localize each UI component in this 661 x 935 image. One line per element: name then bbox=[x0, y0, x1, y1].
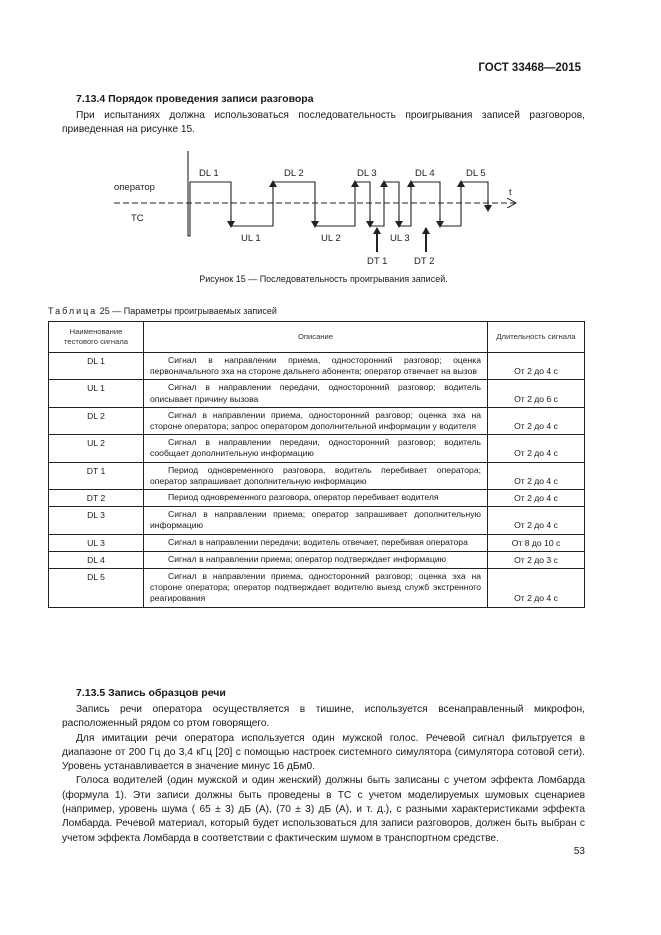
signal-waveform bbox=[188, 151, 488, 236]
section-2-body bbox=[62, 703, 585, 846]
section-2-paragraph: Запись речи оператора осуществляется в тишине, используется всенаправленный микрофон, расположенный рядом со ртом говорящего. bbox=[62, 704, 585, 730]
signal-duration-cell: От 2 до 6 с bbox=[488, 380, 585, 407]
signal-name-cell: DL 3 bbox=[49, 507, 144, 534]
table-row bbox=[49, 353, 585, 380]
signal-name-cell: UL 1 bbox=[49, 380, 144, 407]
signal-duration-cell: От 2 до 4 с bbox=[488, 462, 585, 489]
signal-name-cell: DT 2 bbox=[49, 490, 144, 507]
signal-description-cell: Сигнал в направлении передачи, односторонний разговор; водитель сообщает дополнительную информацию bbox=[144, 435, 488, 462]
dt1-label: DT 1 bbox=[367, 256, 388, 267]
signal-name-cell: DL 5 bbox=[49, 569, 144, 608]
dl4-label: DL 4 bbox=[415, 168, 435, 179]
column-header-description: Описание bbox=[144, 322, 488, 353]
signal-duration-cell: От 2 до 3 с bbox=[488, 551, 585, 568]
signal-duration-cell: От 2 до 4 с bbox=[488, 569, 585, 608]
signal-description-cell: Сигнал в направлении передачи; водитель отвечает, перебивая оператора bbox=[144, 534, 488, 551]
table-row bbox=[49, 435, 585, 462]
signal-description-cell: Сигнал в направлении приема, односторонний разговор; оценка эха на стороне оператора; запрос оператором дополнительной информации у водителя bbox=[144, 407, 488, 434]
signal-name-cell: DL 1 bbox=[49, 353, 144, 380]
dl1-label: DL 1 bbox=[199, 168, 219, 179]
document-header: ГОСТ 33468—2015 bbox=[478, 62, 581, 74]
signal-description-cell: Сигнал в направлении передачи, односторонний разговор; водитель описывает причину вызова bbox=[144, 380, 488, 407]
signal-name-cell: DT 1 bbox=[49, 462, 144, 489]
section-2-paragraph: Для имитации речи оператора используется один мужской голос. Речевой сигнал фильтруется в диапазоне от 200 Гц до 3,4 кГц [20] с помощью настроек системного симулятора (симулятора сотовой сети). Уровень устанавливается в значение минус 16 дБм0. bbox=[62, 732, 585, 773]
dl2-label: DL 2 bbox=[284, 168, 304, 179]
ul3-label: UL 3 bbox=[390, 233, 410, 244]
dl3-label: DL 3 bbox=[357, 168, 377, 179]
section-title-7-13-5: 7.13.5 Запись образцов речи bbox=[76, 687, 226, 699]
operator-row-label: оператор bbox=[114, 182, 155, 193]
table-caption-word: Таблица bbox=[48, 306, 98, 316]
signal-parameters-table bbox=[48, 321, 585, 608]
signal-description-cell: Сигнал в направлении приема, односторонний разговор; оценка первоначального эха на стороне дальнего абонента; оператор отвечает на вызов bbox=[144, 353, 488, 380]
ul2-label: UL 2 bbox=[321, 233, 341, 244]
section-2-paragraph: Голоса водителей (один мужской и один женский) должны быть записаны с учетом эффекта Ломбарда (формула 1). Эти записи должны быть проведены в ТС с учетом моделируемых шумовых сценариев (например, уровень шума ( 65 ± 3) дБ (A), (70 ± 3) дБ (A), и т. д.), с разными характеристиками эффекта Ломбарда. Речевой материал, который будет использоваться для записи разговоров, должен быть выбран с учетом эффекта Ломбарда в соответствии с фактическим шумом в транспортном средстве. bbox=[62, 775, 585, 844]
signal-name-cell: DL 4 bbox=[49, 551, 144, 568]
signal-duration-cell: От 2 до 4 с bbox=[488, 507, 585, 534]
table-row bbox=[49, 534, 585, 551]
table-row bbox=[49, 569, 585, 608]
table-row bbox=[49, 551, 585, 568]
table-row bbox=[49, 407, 585, 434]
signal-duration-cell: От 2 до 4 с bbox=[488, 407, 585, 434]
signal-duration-cell: От 2 до 4 с bbox=[488, 353, 585, 380]
ul1-label: UL 1 bbox=[241, 233, 261, 244]
timing-diagram bbox=[0, 0, 661, 290]
tc-row-label: ТС bbox=[131, 213, 144, 224]
time-axis-label: t bbox=[509, 187, 512, 198]
signal-name-cell: UL 2 bbox=[49, 435, 144, 462]
signal-name-cell: DL 2 bbox=[49, 407, 144, 434]
table-header-row bbox=[49, 322, 585, 353]
table-row bbox=[49, 380, 585, 407]
signal-name-cell: UL 3 bbox=[49, 534, 144, 551]
page-number: 53 bbox=[573, 846, 585, 857]
table-row bbox=[49, 462, 585, 489]
signal-duration-cell: От 8 до 10 с bbox=[488, 534, 585, 551]
signal-duration-cell: От 2 до 4 с bbox=[488, 490, 585, 507]
signal-duration-cell: От 2 до 4 с bbox=[488, 435, 585, 462]
section-1-paragraph: При испытаниях должна использоваться последовательность проигрывания записей разговоров, приведенная на рисунке 15. bbox=[62, 110, 585, 136]
signal-description-cell: Период одновременного разговора, оператор перебивает водителя bbox=[144, 490, 488, 507]
dt2-label: DT 2 bbox=[414, 256, 435, 267]
table-caption-text: 25 — Параметры проигрываемых записей bbox=[97, 306, 277, 316]
signal-description-cell: Период одновременного разговора, водитель перебивает оператора; оператор запрашивает дополнительную информацию bbox=[144, 462, 488, 489]
figure-caption: Рисунок 15 — Последовательность проигрывания записей. bbox=[199, 274, 448, 284]
signal-description-cell: Сигнал в направлении приема; оператор подтверждает информацию bbox=[144, 551, 488, 568]
column-header-duration: Длительность сигнала bbox=[488, 322, 585, 353]
column-header-name: Наименование тестового сигнала bbox=[49, 322, 144, 353]
table-caption bbox=[48, 306, 277, 316]
signal-description-cell: Сигнал в направлении приема; оператор запрашивает дополнительную информацию bbox=[144, 507, 488, 534]
dl5-label: DL 5 bbox=[466, 168, 486, 179]
table-row bbox=[49, 507, 585, 534]
section-title-7-13-4: 7.13.4 Порядок проведения записи разговора bbox=[76, 93, 314, 105]
table-row bbox=[49, 490, 585, 507]
signal-description-cell: Сигнал в направлении приема, односторонний разговор; оценка эха на стороне оператора; оператор подтверждает водителю выезд служб экстренного реагирования bbox=[144, 569, 488, 608]
